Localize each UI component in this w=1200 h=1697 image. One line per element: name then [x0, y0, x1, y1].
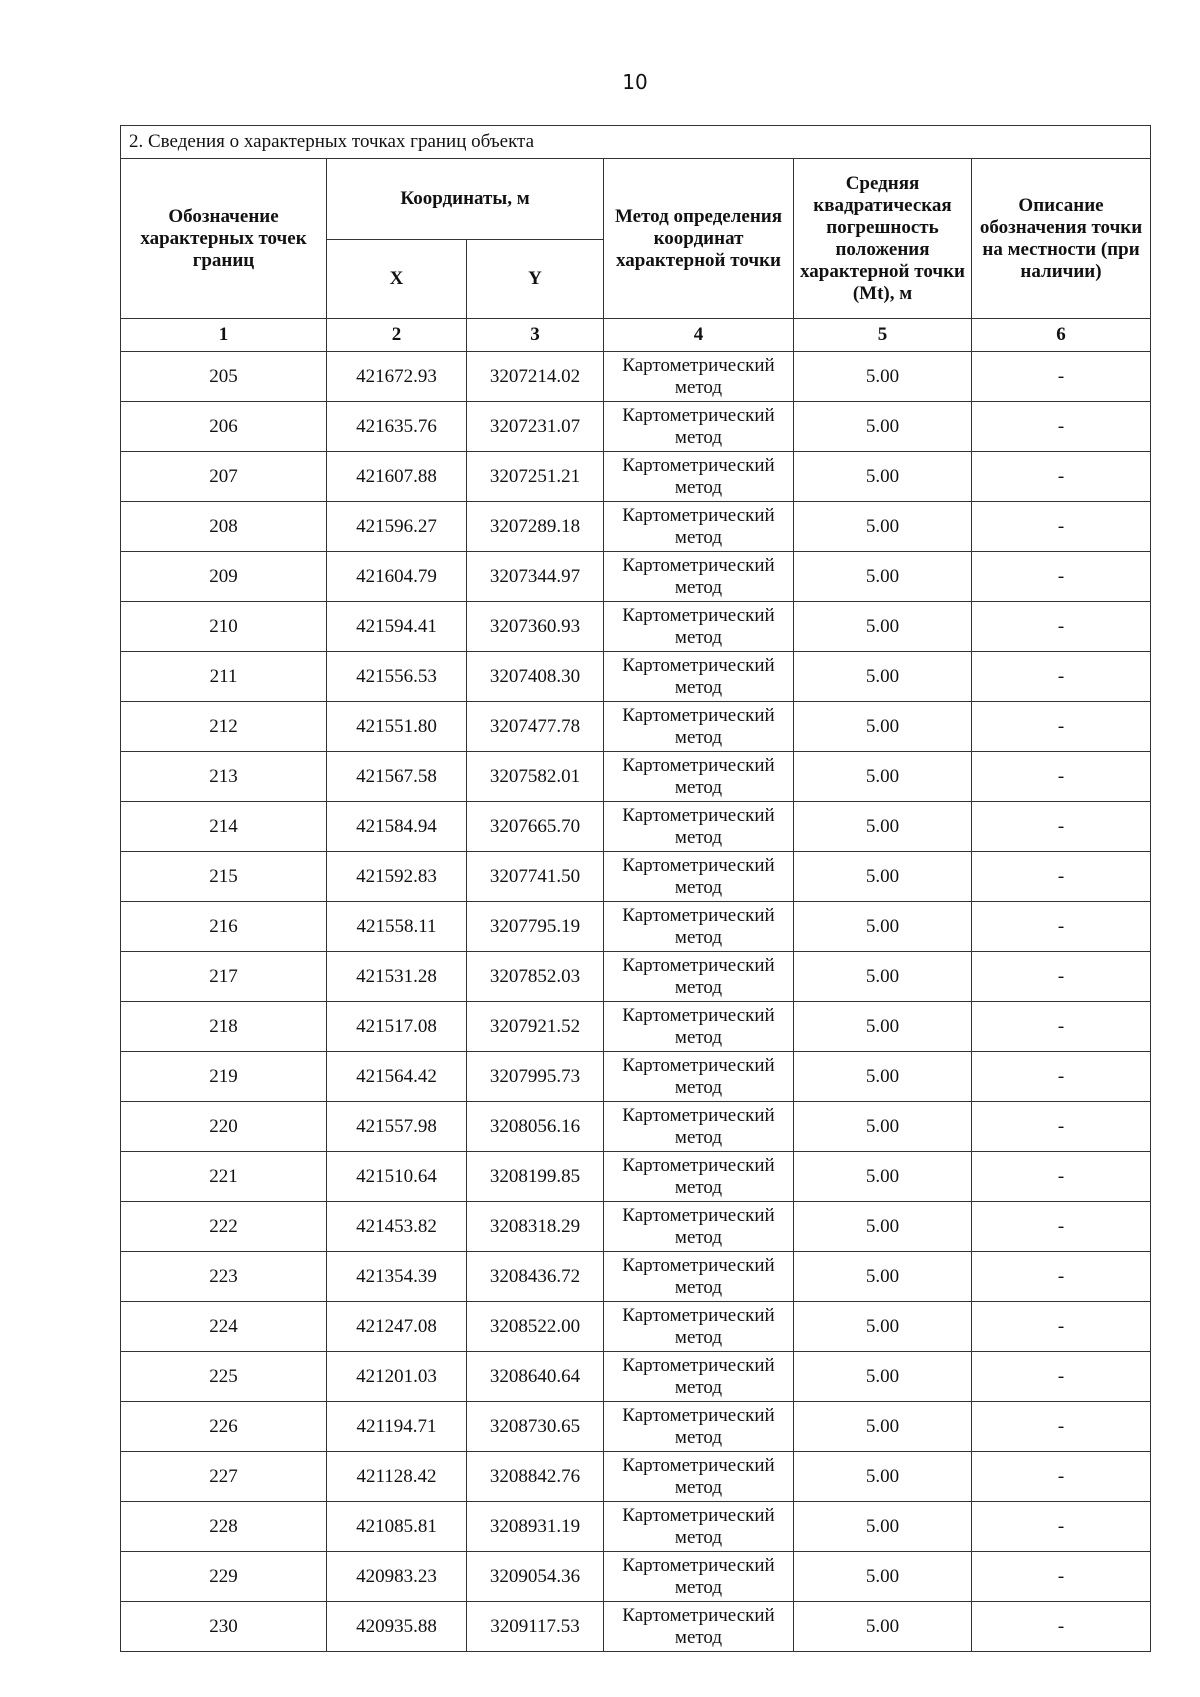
error-cell: 5.00	[794, 452, 972, 502]
description-cell: -	[972, 602, 1151, 652]
column-number: 4	[604, 319, 794, 352]
table-row	[121, 552, 1151, 602]
error-cell: 5.00	[794, 702, 972, 752]
error-cell: 5.00	[794, 1052, 972, 1102]
method-cell	[604, 1202, 794, 1252]
description-cell: -	[972, 552, 1151, 602]
point-id-cell: 206	[121, 402, 327, 452]
point-id-cell: 229	[121, 1552, 327, 1602]
table-row	[121, 802, 1151, 852]
description-cell: -	[972, 652, 1151, 702]
error-cell: 5.00	[794, 1602, 972, 1652]
method-line-2: метод	[674, 1376, 723, 1398]
table-row	[121, 1002, 1151, 1052]
method-line-1: Картометрический	[622, 1504, 775, 1526]
method-line-2: метод	[674, 926, 723, 948]
table-row	[121, 902, 1151, 952]
table-row	[121, 1402, 1151, 1452]
description-cell: -	[972, 1202, 1151, 1252]
method-cell	[604, 1452, 794, 1502]
point-id-cell: 211	[121, 652, 327, 702]
point-id-cell: 214	[121, 802, 327, 852]
x-coordinate-cell: 421564.42	[327, 1052, 467, 1102]
error-cell: 5.00	[794, 602, 972, 652]
table-row	[121, 702, 1151, 752]
y-coordinate-cell: 3208436.72	[467, 1252, 604, 1302]
y-coordinate-cell: 3207995.73	[467, 1052, 604, 1102]
method-line-2: метод	[674, 376, 723, 398]
x-coordinate-cell: 421531.28	[327, 952, 467, 1002]
header-error: Средняя квадратическая погрешность положения характерной точки (Mt), м	[794, 159, 972, 319]
table-row	[121, 952, 1151, 1002]
method-line-2: метод	[674, 526, 723, 548]
description-cell: -	[972, 1552, 1151, 1602]
y-coordinate-cell: 3207231.07	[467, 402, 604, 452]
point-id-cell: 215	[121, 852, 327, 902]
method-cell	[604, 752, 794, 802]
error-cell: 5.00	[794, 752, 972, 802]
table-row	[121, 1302, 1151, 1352]
y-coordinate-cell: 3207289.18	[467, 502, 604, 552]
error-cell: 5.00	[794, 1352, 972, 1402]
x-coordinate-cell: 421510.64	[327, 1152, 467, 1202]
x-coordinate-cell: 421567.58	[327, 752, 467, 802]
error-cell: 5.00	[794, 1002, 972, 1052]
error-cell: 5.00	[794, 802, 972, 852]
method-line-2: метод	[674, 476, 723, 498]
table-row	[121, 602, 1151, 652]
description-cell: -	[972, 1052, 1151, 1102]
method-cell	[604, 1052, 794, 1102]
error-cell: 5.00	[794, 852, 972, 902]
y-coordinate-cell: 3208318.29	[467, 1202, 604, 1252]
x-coordinate-cell: 421635.76	[327, 402, 467, 452]
description-cell: -	[972, 352, 1151, 402]
method-line-1: Картометрический	[622, 504, 775, 526]
description-cell: -	[972, 852, 1151, 902]
method-line-2: метод	[674, 1276, 723, 1298]
method-cell	[604, 602, 794, 652]
method-line-2: метод	[674, 1176, 723, 1198]
x-coordinate-cell: 421551.80	[327, 702, 467, 752]
method-line-2: метод	[674, 1476, 723, 1498]
method-cell	[604, 1552, 794, 1602]
point-id-cell: 230	[121, 1602, 327, 1652]
description-cell: -	[972, 1502, 1151, 1552]
point-id-cell: 220	[121, 1102, 327, 1152]
method-line-1: Картометрический	[622, 754, 775, 776]
description-cell: -	[972, 1302, 1151, 1352]
x-coordinate-cell: 421672.93	[327, 352, 467, 402]
method-line-1: Картометрический	[622, 1154, 775, 1176]
method-cell	[604, 1402, 794, 1452]
method-line-2: метод	[674, 1026, 723, 1048]
method-line-2: метод	[674, 726, 723, 748]
table-header	[121, 126, 1151, 352]
table-row	[121, 1552, 1151, 1602]
method-line-1: Картометрический	[622, 1604, 775, 1626]
page-number: 10	[622, 70, 648, 94]
section-title: 2. Сведения о характерных точках границ объекта	[121, 126, 1151, 159]
point-id-cell: 227	[121, 1452, 327, 1502]
description-cell: -	[972, 1402, 1151, 1452]
y-coordinate-cell: 3207344.97	[467, 552, 604, 602]
table-row	[121, 452, 1151, 502]
table-row	[121, 1152, 1151, 1202]
y-coordinate-cell: 3208640.64	[467, 1352, 604, 1402]
error-cell: 5.00	[794, 1102, 972, 1152]
y-coordinate-cell: 3208199.85	[467, 1152, 604, 1202]
method-line-2: метод	[674, 1226, 723, 1248]
x-coordinate-cell: 421453.82	[327, 1202, 467, 1252]
y-coordinate-cell: 3207360.93	[467, 602, 604, 652]
method-line-1: Картометрический	[622, 1404, 775, 1426]
point-id-cell: 223	[121, 1252, 327, 1302]
method-cell	[604, 1002, 794, 1052]
description-cell: -	[972, 1352, 1151, 1402]
method-cell	[604, 1352, 794, 1402]
method-cell	[604, 1502, 794, 1552]
error-cell: 5.00	[794, 1552, 972, 1602]
method-cell	[604, 352, 794, 402]
method-cell	[604, 1152, 794, 1202]
table-row	[121, 1452, 1151, 1502]
y-coordinate-cell: 3207408.30	[467, 652, 604, 702]
point-id-cell: 217	[121, 952, 327, 1002]
method-line-1: Картометрический	[622, 454, 775, 476]
header-designation: Обозначение характерных точек границ	[121, 159, 327, 319]
y-coordinate-cell: 3207921.52	[467, 1002, 604, 1052]
error-cell: 5.00	[794, 1452, 972, 1502]
point-id-cell: 218	[121, 1002, 327, 1052]
table-row	[121, 352, 1151, 402]
description-cell: -	[972, 1252, 1151, 1302]
x-coordinate-cell: 421596.27	[327, 502, 467, 552]
x-coordinate-cell: 421558.11	[327, 902, 467, 952]
method-line-2: метод	[674, 1126, 723, 1148]
method-line-2: метод	[674, 976, 723, 998]
error-cell: 5.00	[794, 402, 972, 452]
method-line-1: Картометрический	[622, 1554, 775, 1576]
method-cell	[604, 802, 794, 852]
table-row	[121, 402, 1151, 452]
column-number-row	[121, 319, 1151, 352]
description-cell: -	[972, 452, 1151, 502]
table-row	[121, 1102, 1151, 1152]
point-id-cell: 207	[121, 452, 327, 502]
table-row	[121, 1602, 1151, 1652]
method-line-1: Картометрический	[622, 1454, 775, 1476]
method-cell	[604, 852, 794, 902]
y-coordinate-cell: 3207582.01	[467, 752, 604, 802]
method-line-1: Картометрический	[622, 1004, 775, 1026]
method-cell	[604, 952, 794, 1002]
column-number: 5	[794, 319, 972, 352]
y-coordinate-cell: 3207795.19	[467, 902, 604, 952]
error-cell: 5.00	[794, 952, 972, 1002]
method-cell	[604, 1252, 794, 1302]
error-cell: 5.00	[794, 1252, 972, 1302]
method-line-1: Картометрический	[622, 1304, 775, 1326]
method-cell	[604, 402, 794, 452]
header-coordinates: Координаты, м	[327, 159, 604, 240]
y-coordinate-cell: 3208056.16	[467, 1102, 604, 1152]
boundary-points-table	[120, 125, 1151, 1652]
x-coordinate-cell: 420983.23	[327, 1552, 467, 1602]
point-id-cell: 222	[121, 1202, 327, 1252]
error-cell: 5.00	[794, 552, 972, 602]
method-line-2: метод	[674, 1326, 723, 1348]
method-cell	[604, 1302, 794, 1352]
method-line-1: Картометрический	[622, 1204, 775, 1226]
point-id-cell: 219	[121, 1052, 327, 1102]
method-line-1: Картометрический	[622, 1254, 775, 1276]
error-cell: 5.00	[794, 352, 972, 402]
point-id-cell: 208	[121, 502, 327, 552]
method-line-2: метод	[674, 1576, 723, 1598]
column-number: 3	[467, 319, 604, 352]
x-coordinate-cell: 421201.03	[327, 1352, 467, 1402]
y-coordinate-cell: 3207741.50	[467, 852, 604, 902]
description-cell: -	[972, 502, 1151, 552]
description-cell: -	[972, 752, 1151, 802]
x-coordinate-cell: 421604.79	[327, 552, 467, 602]
method-line-1: Картометрический	[622, 854, 775, 876]
description-cell: -	[972, 1452, 1151, 1502]
error-cell: 5.00	[794, 1502, 972, 1552]
table-body	[121, 352, 1151, 1652]
method-cell	[604, 902, 794, 952]
method-cell	[604, 702, 794, 752]
point-id-cell: 210	[121, 602, 327, 652]
error-cell: 5.00	[794, 1152, 972, 1202]
table-row	[121, 1352, 1151, 1402]
method-cell	[604, 1602, 794, 1652]
table-row	[121, 852, 1151, 902]
method-line-1: Картометрический	[622, 404, 775, 426]
method-line-2: метод	[674, 776, 723, 798]
method-cell	[604, 552, 794, 602]
method-line-2: метод	[674, 1076, 723, 1098]
y-coordinate-cell: 3207852.03	[467, 952, 604, 1002]
description-cell: -	[972, 952, 1151, 1002]
description-cell: -	[972, 902, 1151, 952]
table-row	[121, 652, 1151, 702]
point-id-cell: 213	[121, 752, 327, 802]
method-cell	[604, 1102, 794, 1152]
y-coordinate-cell: 3207251.21	[467, 452, 604, 502]
y-coordinate-cell: 3207214.02	[467, 352, 604, 402]
x-coordinate-cell: 421557.98	[327, 1102, 467, 1152]
point-id-cell: 225	[121, 1352, 327, 1402]
method-line-1: Картометрический	[622, 604, 775, 626]
point-id-cell: 226	[121, 1402, 327, 1452]
error-cell: 5.00	[794, 652, 972, 702]
method-line-2: метод	[674, 626, 723, 648]
method-line-2: метод	[674, 826, 723, 848]
header-x: X	[327, 240, 467, 319]
description-cell: -	[972, 802, 1151, 852]
y-coordinate-cell: 3209054.36	[467, 1552, 604, 1602]
error-cell: 5.00	[794, 502, 972, 552]
method-line-1: Картометрический	[622, 1104, 775, 1126]
y-coordinate-cell: 3207477.78	[467, 702, 604, 752]
x-coordinate-cell: 421584.94	[327, 802, 467, 852]
method-line-1: Картометрический	[622, 354, 775, 376]
method-line-1: Картометрический	[622, 1054, 775, 1076]
method-line-2: метод	[674, 1626, 723, 1648]
header-description: Описание обозначения точки на местности (при наличии)	[972, 159, 1151, 319]
error-cell: 5.00	[794, 1302, 972, 1352]
method-line-2: метод	[674, 1526, 723, 1548]
table-row	[121, 1202, 1151, 1252]
point-id-cell: 224	[121, 1302, 327, 1352]
x-coordinate-cell: 421592.83	[327, 852, 467, 902]
method-line-1: Картометрический	[622, 804, 775, 826]
x-coordinate-cell: 421556.53	[327, 652, 467, 702]
y-coordinate-cell: 3208842.76	[467, 1452, 604, 1502]
table-row	[121, 1252, 1151, 1302]
method-line-2: метод	[674, 876, 723, 898]
description-cell: -	[972, 1102, 1151, 1152]
column-number: 1	[121, 319, 327, 352]
method-line-1: Картометрический	[622, 954, 775, 976]
x-coordinate-cell: 421128.42	[327, 1452, 467, 1502]
method-line-2: метод	[674, 426, 723, 448]
point-id-cell: 212	[121, 702, 327, 752]
column-number: 6	[972, 319, 1151, 352]
method-line-1: Картометрический	[622, 904, 775, 926]
point-id-cell: 216	[121, 902, 327, 952]
point-id-cell: 205	[121, 352, 327, 402]
table-row	[121, 1502, 1151, 1552]
x-coordinate-cell: 421594.41	[327, 602, 467, 652]
description-cell: -	[972, 1602, 1151, 1652]
method-line-1: Картометрический	[622, 654, 775, 676]
x-coordinate-cell: 421607.88	[327, 452, 467, 502]
x-coordinate-cell: 421354.39	[327, 1252, 467, 1302]
header-method: Метод определения координат характерной точки	[604, 159, 794, 319]
description-cell: -	[972, 402, 1151, 452]
method-cell	[604, 652, 794, 702]
error-cell: 5.00	[794, 902, 972, 952]
point-id-cell: 221	[121, 1152, 327, 1202]
error-cell: 5.00	[794, 1402, 972, 1452]
method-cell	[604, 502, 794, 552]
y-coordinate-cell: 3208522.00	[467, 1302, 604, 1352]
description-cell: -	[972, 1152, 1151, 1202]
x-coordinate-cell: 421194.71	[327, 1402, 467, 1452]
header-y: Y	[467, 240, 604, 319]
table-row	[121, 502, 1151, 552]
method-line-1: Картометрический	[622, 1354, 775, 1376]
description-cell: -	[972, 702, 1151, 752]
point-id-cell: 209	[121, 552, 327, 602]
x-coordinate-cell: 421085.81	[327, 1502, 467, 1552]
method-line-2: метод	[674, 676, 723, 698]
description-cell: -	[972, 1002, 1151, 1052]
x-coordinate-cell: 421247.08	[327, 1302, 467, 1352]
column-number: 2	[327, 319, 467, 352]
method-line-2: метод	[674, 1426, 723, 1448]
table-row	[121, 752, 1151, 802]
method-cell	[604, 452, 794, 502]
y-coordinate-cell: 3209117.53	[467, 1602, 604, 1652]
error-cell: 5.00	[794, 1202, 972, 1252]
y-coordinate-cell: 3208730.65	[467, 1402, 604, 1452]
y-coordinate-cell: 3207665.70	[467, 802, 604, 852]
table-row	[121, 1052, 1151, 1102]
method-line-2: метод	[674, 576, 723, 598]
x-coordinate-cell: 420935.88	[327, 1602, 467, 1652]
point-id-cell: 228	[121, 1502, 327, 1552]
method-line-1: Картометрический	[622, 554, 775, 576]
method-line-1: Картометрический	[622, 704, 775, 726]
y-coordinate-cell: 3208931.19	[467, 1502, 604, 1552]
x-coordinate-cell: 421517.08	[327, 1002, 467, 1052]
